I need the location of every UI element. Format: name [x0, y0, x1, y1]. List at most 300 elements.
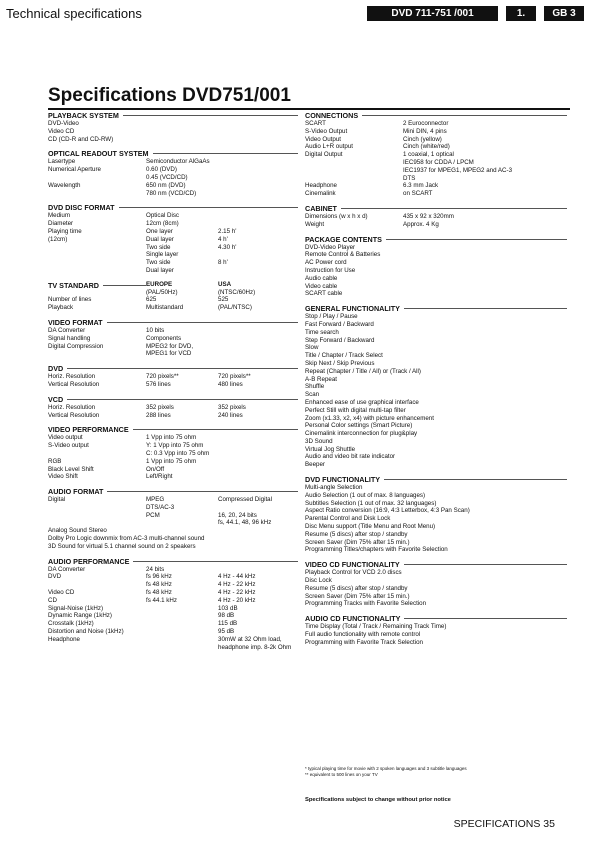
spec-cell: 8 h': [218, 259, 228, 267]
spec-section: [305, 204, 567, 229]
spec-line: Remote Control & Batteries: [305, 251, 381, 259]
spec-section: [48, 425, 298, 481]
spec-cell: 2.15 h': [218, 227, 237, 235]
spec-row: [48, 620, 298, 628]
spec-line: Shuffle: [305, 383, 325, 391]
section-title: AUDIO FORMAT: [48, 487, 104, 497]
spec-cell: Vertical Resolution: [48, 411, 100, 419]
spec-cell: [48, 259, 146, 267]
spec-cell: fs 44.1 kHz: [146, 596, 177, 604]
spec-row: [305, 190, 567, 198]
spec-cell: Components: [146, 334, 182, 342]
section-heading: [305, 560, 567, 569]
spec-cell: 780 nm (VCD/CD): [146, 189, 197, 197]
table-header-cell: EUROPE: [146, 281, 218, 289]
spec-cell: MPEG1 for VCD: [146, 350, 192, 358]
spec-cell: (PAL/50Hz): [146, 288, 178, 296]
spec-cell: IEC958 for CDDA / LPCM: [403, 158, 474, 166]
spec-cell: C: 0.3 Vpp into 75 ohm: [146, 449, 210, 457]
spec-cell: 16, 20, 24 bits: [218, 511, 257, 519]
spec-cell: Multistandard: [146, 304, 184, 312]
spec-cell: DA Converter: [48, 326, 86, 334]
spec-cell: (NTSC/60Hz): [218, 288, 256, 296]
spec-cell: [146, 636, 218, 644]
spec-row: [48, 512, 298, 520]
specifications-notice: Specifications subject to change without prior notice: [305, 797, 451, 803]
spec-cell: Medium: [48, 212, 71, 220]
spec-cell: (12cm): [48, 235, 68, 243]
spec-cell: [146, 605, 218, 613]
spec-line: Cinemalink interconnection for plug&play: [305, 430, 418, 438]
spec-section: [48, 395, 298, 420]
spec-section: [305, 475, 567, 554]
spec-cell: MPEG2 for DVD,: [146, 342, 194, 350]
spec-line: Slow: [305, 344, 319, 352]
spec-section: [305, 304, 567, 469]
spec-row: [48, 158, 298, 166]
spec-row: [48, 566, 298, 574]
section-rule: [67, 368, 298, 369]
section-heading: [305, 614, 567, 623]
spec-row: [48, 128, 298, 136]
spec-cell: SCART: [305, 120, 326, 127]
spec-row: [48, 220, 298, 228]
spec-row: [48, 644, 298, 652]
section-heading: [48, 111, 298, 120]
language-box: GB 3: [544, 6, 584, 21]
spec-cell: [48, 174, 146, 182]
section-heading: [48, 487, 298, 496]
footnote-1: * typical playing time for movie with 2 spoken languages and 3 subtitle languages: [305, 766, 467, 771]
section-heading: [48, 425, 298, 434]
spec-cell: 4 Hz - 44 kHz: [218, 573, 256, 581]
spec-line: Disc Menu support (Title Menu and Root Menu): [305, 523, 436, 531]
spec-row: [48, 442, 298, 450]
section-rule: [67, 399, 298, 400]
spec-section: [48, 203, 298, 274]
footnote-2: ** equivalent to 500 lines on your TV: [305, 772, 378, 777]
spec-row: [48, 473, 298, 481]
spec-cell: fs 48 kHz: [146, 581, 172, 589]
section-rule: [362, 115, 567, 116]
spec-line: Multi-angle Selection: [305, 484, 363, 492]
spec-cell: Audio L+R output: [305, 143, 353, 151]
spec-cell: Video output: [48, 434, 83, 442]
spec-line: Beeper: [305, 461, 325, 469]
spec-cell: 4.30 h': [218, 243, 237, 251]
spec-cell: 625: [146, 296, 157, 304]
spec-cell: [218, 566, 298, 574]
spec-cell: [305, 167, 403, 175]
spec-cell: 30mW at 32 Ohm load,: [218, 635, 282, 643]
spec-row: [305, 143, 567, 151]
spec-section: [48, 557, 298, 652]
spec-cell: CD: [48, 596, 57, 604]
spec-row: [48, 597, 298, 605]
table-header-row: [48, 281, 298, 289]
spec-row: [305, 136, 567, 144]
spec-line: Step Forward / Backward: [305, 336, 375, 344]
spec-cell: Distortion and Noise (1kHz): [48, 628, 124, 636]
spec-cell: CD (CD-R and CD-RW): [48, 135, 114, 143]
spec-row: [305, 151, 567, 159]
table-header-cell: USA: [218, 281, 298, 289]
spec-cell: [48, 581, 146, 589]
spec-cell: Dynamic Range (1kHz): [48, 612, 112, 620]
spec-line: Parental Control and Disk Lock: [305, 515, 391, 523]
spec-cell: fs, 44.1, 48, 96 kHz: [218, 519, 272, 527]
spec-cell: Signal handling: [48, 334, 91, 342]
spec-row: [48, 343, 298, 351]
spec-line: Programming Tracks with Favorite Selection: [305, 600, 427, 608]
spec-cell: PCM: [146, 511, 160, 519]
spec-cell: One layer: [146, 227, 173, 235]
section-rule: [386, 239, 567, 240]
spec-line: Personal Color settings (Smart Picture): [305, 422, 413, 430]
spec-line: Virtual Jog Shuttle: [305, 445, 356, 453]
spec-cell: [305, 159, 403, 167]
spec-cell: [48, 644, 146, 652]
spec-cell: 4 Hz - 20 kHz: [218, 596, 256, 604]
spec-cell: Video CD: [48, 589, 75, 597]
spec-cell: RGB: [48, 457, 62, 465]
spec-section: [48, 281, 298, 312]
spec-cell: Horiz. Resolution: [48, 373, 96, 381]
section-heading: [305, 304, 567, 313]
spec-row: [48, 120, 298, 128]
section-heading: [305, 475, 567, 484]
spec-cell: On/Off: [146, 465, 165, 473]
spec-cell: 12cm (8cm): [146, 220, 179, 228]
spec-cell: S-Video output: [48, 442, 89, 450]
number-box: 1.: [506, 6, 536, 21]
section-heading: [305, 235, 567, 244]
spec-cell: [48, 251, 146, 259]
spec-section: [305, 111, 567, 198]
spec-cell: Semiconductor AlGaAs: [146, 158, 210, 166]
header-title: Technical specifications: [6, 6, 142, 21]
spec-section: [305, 235, 567, 299]
spec-row: [48, 412, 298, 420]
spec-row: [48, 612, 298, 620]
spec-row: [48, 589, 298, 597]
section-rule: [107, 491, 298, 492]
spec-cell: 1 coaxial, 1 optical: [403, 151, 454, 159]
spec-cell: 576 lines: [146, 380, 171, 388]
spec-cell: [48, 190, 146, 198]
spec-line: Audio Selection (1 out of max. 8 languages): [305, 491, 426, 499]
spec-cell: [146, 519, 218, 527]
spec-cell: Digital Output: [305, 151, 343, 159]
spec-row: [48, 373, 298, 381]
section-title: AUDIO CD FUNCTIONALITY: [305, 614, 401, 624]
spec-cell: 2 Euroconnector: [403, 120, 449, 127]
section-rule: [107, 322, 298, 323]
section-rule: [384, 479, 567, 480]
spec-cell: IEC1937 for MPEG1, MPEG2 and AC-3: [403, 166, 513, 174]
spec-section: [305, 614, 567, 646]
spec-cell: 4 h': [218, 235, 228, 243]
spec-line: Screen Saver (Dim 75% after 15 min.): [305, 592, 410, 600]
spec-line: Programming Titles/chapters with Favorite Selection: [305, 546, 448, 554]
spec-row: [48, 350, 298, 358]
spec-line: Programming with Favorite Track Selection: [305, 638, 423, 646]
section-title: VCD: [48, 394, 64, 404]
model-box: DVD 711-751 /001: [367, 6, 498, 21]
spec-cell: Cinemalink: [305, 190, 336, 198]
spec-cell: DTS/AC-3: [146, 503, 175, 511]
spec-row: [48, 190, 298, 198]
spec-row: [48, 628, 298, 636]
spec-cell: Headphone: [305, 182, 337, 190]
spec-row: [305, 159, 567, 167]
spec-line: A-B Repeat: [305, 375, 337, 383]
spec-line: Title / Chapter / Track Select: [305, 352, 383, 360]
spec-section: [48, 111, 298, 143]
spec-line: Skip Next / Skip Previous: [305, 359, 375, 367]
spec-cell: [48, 450, 146, 458]
spec-line: Audio and video bit rate indicator: [305, 453, 396, 461]
section-heading: [305, 111, 567, 120]
spec-cell: [48, 267, 146, 275]
spec-row: [48, 212, 298, 220]
spec-cell: 103 dB: [218, 604, 238, 612]
spec-line: Scan: [305, 391, 320, 399]
section-title: DVD: [48, 364, 64, 374]
section-rule: [153, 153, 299, 154]
spec-row: [48, 304, 298, 312]
spec-cell: 525: [218, 296, 229, 304]
spec-cell: 4 Hz - 22 kHz: [218, 581, 256, 589]
spec-cell: 95 dB: [218, 628, 235, 636]
spec-cell: 98 dB: [218, 612, 235, 620]
spec-cell: 480 lines: [218, 380, 243, 388]
section-title: VIDEO PERFORMANCE: [48, 425, 129, 435]
spec-row: [48, 450, 298, 458]
spec-row: [48, 404, 298, 412]
spec-row: [305, 128, 567, 136]
spec-line: AC Power cord: [305, 259, 347, 267]
spec-row: [48, 504, 298, 512]
spec-cell: Approx. 4 Kg: [403, 220, 439, 228]
spec-row: [48, 605, 298, 613]
spec-cell: [48, 244, 146, 252]
spec-cell: [218, 267, 298, 275]
section-heading: [48, 557, 298, 566]
spec-row: [48, 236, 298, 244]
spec-line: Repeat (Chapter / Title / All) or (Track / All): [305, 367, 421, 375]
spec-cell: Weight: [305, 220, 325, 228]
spec-line: Aspect Ratio conversion (16:9, 4:3 Letterbox, 4:3 Pan Scan): [305, 507, 470, 515]
spec-cell: Mini DIN, 4 pins: [403, 127, 447, 135]
spec-cell: 720 pixels**: [218, 373, 251, 381]
spec-cell: Cinch (yellow): [403, 135, 442, 143]
section-title: DVD FUNCTIONALITY: [305, 475, 381, 485]
spec-cell: 288 lines: [146, 411, 171, 419]
section-title: OPTICAL READOUT SYSTEM: [48, 149, 149, 159]
spec-cell: 10 bits: [146, 326, 165, 334]
spec-cell: [146, 620, 218, 628]
spec-section: [48, 364, 298, 389]
section-title: AUDIO PERFORMANCE: [48, 556, 130, 566]
spec-cell: 1 Vpp into 75 ohm: [146, 434, 197, 442]
spec-cell: Single layer: [146, 251, 179, 259]
spec-cell: (PAL/NTSC): [218, 304, 252, 312]
spec-cell: Dual layer: [146, 235, 174, 243]
spec-cell: 352 pixels: [218, 403, 246, 411]
spec-cell: [48, 519, 146, 527]
spec-line: Disc Lock: [305, 577, 332, 585]
spec-cell: Black Level Shift: [48, 465, 94, 473]
section-heading: [48, 395, 298, 404]
spec-row: [48, 267, 298, 275]
spec-section: [48, 318, 298, 358]
spec-cell: fs 96 kHz: [146, 573, 172, 581]
spec-cell: Crosstalk (1kHz): [48, 620, 94, 628]
spec-cell: Video Shift: [48, 473, 78, 481]
page-title: Specifications DVD751/001: [48, 85, 291, 106]
spec-cell: Numerical Aperture: [48, 166, 101, 174]
spec-cell: [146, 628, 218, 636]
spec-cell: Cinch (white/red): [403, 143, 450, 151]
spec-cell: 0.45 (VCD/CD): [146, 173, 188, 181]
section-title: PACKAGE CONTENTS: [305, 234, 382, 244]
section-title: GENERAL FUNCTIONALITY: [305, 304, 400, 314]
spec-cell: Vertical Resolution: [48, 380, 100, 388]
right-column: [305, 110, 567, 647]
section-title: PLAYBACK SYSTEM: [48, 111, 119, 120]
spec-row: [48, 335, 298, 343]
spec-line: Instruction for Use: [305, 266, 356, 274]
section-title: VIDEO FORMAT: [48, 317, 103, 327]
spec-cell: 650 nm (DVD): [146, 181, 186, 189]
spec-cell: [146, 612, 218, 620]
spec-cell: Digital Compression: [48, 342, 104, 350]
spec-row: [305, 167, 567, 175]
spec-line: Zoom (x1.33, x2, x4) with picture enhancement: [305, 414, 434, 422]
section-title: VIDEO CD FUNCTIONALITY: [305, 560, 400, 570]
spec-row: [48, 182, 298, 190]
spec-cell: 115 dB: [218, 620, 238, 628]
spec-cell: [305, 175, 403, 183]
spec-line: Audio cable: [305, 274, 338, 282]
section-rule: [133, 561, 298, 562]
spec-row: [48, 636, 298, 644]
spec-line: Playback Control for VCD 2.0 discs: [305, 569, 402, 577]
spec-row: [48, 136, 298, 144]
section-heading: [305, 204, 567, 213]
spec-cell: Headphone: [48, 635, 80, 643]
spec-line: Analog Sound Stereo: [48, 527, 107, 535]
spec-cell: 720 pixels**: [146, 373, 179, 381]
spec-cell: 4 Hz - 22 kHz: [218, 589, 256, 597]
left-column: [48, 110, 298, 651]
spec-row: [48, 573, 298, 581]
table-header-cell: [48, 281, 146, 289]
spec-cell: DVD: [48, 573, 62, 581]
spec-row: [48, 228, 298, 236]
spec-cell: Two side: [146, 259, 171, 267]
spec-cell: DVD-Video: [48, 120, 79, 127]
spec-line: Fast Forward / Backward: [305, 320, 374, 328]
spec-cell: [218, 504, 298, 512]
spec-cell: Dimensions (w x h x d): [305, 212, 368, 220]
spec-row: [305, 182, 567, 190]
spec-line: 3D Sound: [305, 437, 333, 445]
spec-section: [48, 149, 298, 197]
spec-line: Screen Saver (Dim 75% after 15 min.): [305, 538, 410, 546]
spec-cell: 6.3 mm Jack: [403, 182, 439, 190]
spec-cell: Video Output: [305, 135, 342, 143]
spec-line: Full audio functionality with remote control: [305, 631, 421, 639]
spec-line: Video cable: [305, 282, 338, 290]
spec-line: 3D Sound for virtual 5.1 channel sound on 2 speakers: [48, 542, 196, 550]
spec-cell: Wavelength: [48, 181, 81, 189]
spec-cell: MPEG: [146, 496, 165, 504]
spec-row: [305, 221, 567, 229]
spec-cell: Horiz. Resolution: [48, 403, 96, 411]
section-rule: [119, 207, 298, 208]
spec-cell: Number of lines: [48, 296, 92, 304]
spec-cell: DTS: [403, 174, 416, 182]
footnotes: [305, 766, 467, 778]
spec-cell: Signal-Noise (1kHz): [48, 604, 104, 612]
section-title: TV STANDARD: [48, 280, 99, 290]
section-rule: [404, 564, 567, 565]
spec-row: [48, 581, 298, 589]
spec-cell: 0.60 (DVD): [146, 166, 177, 174]
spec-cell: headphone imp. 8-2k Ohm: [218, 643, 292, 651]
spec-cell: 24 bits: [146, 565, 165, 573]
section-title: CONNECTIONS: [305, 111, 359, 120]
spec-cell: [48, 350, 146, 358]
spec-cell: Digital: [48, 496, 66, 504]
section-heading: [48, 203, 298, 212]
section-rule: [404, 308, 567, 309]
spec-cell: [218, 251, 298, 259]
section-heading: [48, 364, 298, 373]
spec-cell: 435 x 92 x 320mm: [403, 212, 454, 220]
spec-cell: Video CD: [48, 127, 75, 135]
section-rule: [123, 115, 298, 116]
section-title: CABINET: [305, 203, 337, 213]
spec-line: DVD-Video Player: [305, 243, 356, 251]
spec-line: Dolby Pro Logic downmix from AC-3 multi-channel sound: [48, 535, 205, 543]
spec-line: Time search: [305, 328, 339, 336]
spec-row: [48, 519, 298, 527]
spec-cell: 240 lines: [218, 411, 243, 419]
spec-cell: Playing time: [48, 227, 82, 235]
section-rule: [133, 429, 298, 430]
spec-row: [305, 213, 567, 221]
spec-cell: Compressed Digital: [218, 496, 272, 504]
spec-row: [305, 175, 567, 183]
spec-line: Perfect Still with digital multi-tap filter: [305, 406, 406, 414]
section-heading: [48, 149, 298, 158]
spec-cell: Y: 1 Vpp into 75 ohm: [146, 442, 204, 450]
spec-cell: [146, 644, 218, 652]
spec-row: [48, 166, 298, 174]
spec-section: [48, 487, 298, 551]
spec-row: [305, 120, 567, 128]
spec-cell: Lasertype: [48, 158, 76, 166]
spec-row: [48, 259, 298, 267]
spec-line: Resume (5 discs) after stop / standby: [305, 584, 408, 592]
spec-cell: Two side: [146, 243, 171, 251]
spec-cell: 352 pixels: [146, 403, 174, 411]
spec-row: [48, 458, 298, 466]
spec-cell: [48, 504, 146, 512]
